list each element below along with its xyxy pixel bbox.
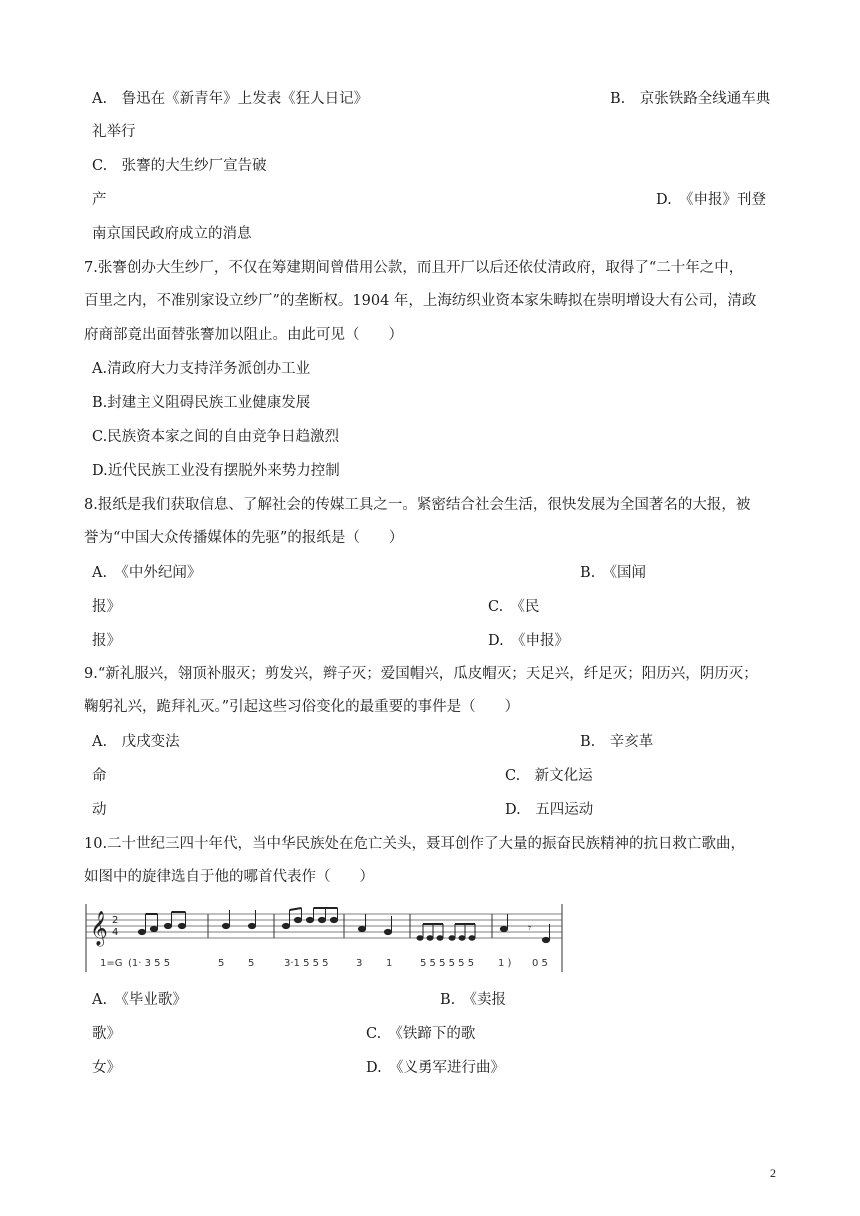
music-score-svg bbox=[84, 902, 564, 976]
time-signature-top: 2 bbox=[112, 915, 119, 926]
jianpu-4: 3·1 5 5 5 bbox=[284, 958, 329, 969]
q8-option-a: A. 《中外纪闻》 bbox=[92, 565, 202, 581]
jianpu-1: (1· 3 5 5 bbox=[128, 958, 171, 969]
q7-stem-line-1: 7.张謇创办大生纱厂，不仅在筹建期间曾借用公款，而且开厂以后还依仗清政府，取得了“二十年之中， bbox=[84, 260, 744, 276]
q9-stem-line-2: 鞠躬礼兴，跪拜礼灭。”引起这些习俗变化的最重要的事件是（ ） bbox=[84, 699, 520, 715]
q8-stem-line-1: 8.报纸是我们获取信息、了解社会的传媒工具之一。紧密结合社会生活，很快发展为全国著名的大报，被 bbox=[84, 497, 751, 513]
q7-stem-line-3: 府商部竟出面替张謇加以阻止。由此可见（ ） bbox=[84, 327, 403, 343]
q8-option-b-continued: 报》 bbox=[92, 599, 121, 615]
jianpu-3: 5 bbox=[248, 958, 255, 969]
q8-option-d: D. 《申报》 bbox=[488, 633, 569, 649]
q10-stem-line-1: 10.二十世纪三四十年代，当中华民族处在危亡关头，聂耳创作了大量的振奋民族精神的抗日救亡歌曲， bbox=[84, 836, 746, 852]
q6-option-d-continued: 南京国民政府成立的消息 bbox=[92, 226, 252, 242]
q7-stem-line-2: 百里之内，不准别家设立纱厂”的垄断权。1904 年，上海纺织业资本家朱畴拟在崇明增设大有公司，清政 bbox=[84, 293, 757, 309]
jianpu-6: 1 bbox=[386, 958, 393, 969]
music-score-figure bbox=[84, 902, 564, 976]
q9-option-b: B. 辛亥革 bbox=[580, 734, 654, 750]
q9-option-b-continued: 命 bbox=[92, 768, 107, 784]
q10-option-a: A. 《毕业歌》 bbox=[92, 992, 187, 1008]
q6-option-c: C. 张謇的大生纱厂宣告破 bbox=[92, 158, 267, 174]
q10-option-b: B. 《卖报 bbox=[440, 992, 507, 1008]
q7-option-c: C.民族资本家之间的自由竞争日趋激烈 bbox=[92, 429, 340, 445]
score-key: 1=G bbox=[100, 958, 123, 969]
jianpu-5: 3 bbox=[356, 958, 363, 969]
q8-option-c: C. 《民 bbox=[488, 599, 540, 615]
q8-option-b: B. 《国闻 bbox=[580, 565, 647, 581]
q10-option-c-continued: 女》 bbox=[92, 1060, 121, 1076]
q8-option-c-continued: 报》 bbox=[92, 633, 121, 649]
q6-option-d: D. 《申报》刊登 bbox=[656, 192, 766, 208]
time-signature-bottom: 4 bbox=[112, 927, 119, 938]
jianpu-7: 5 5 5 5 5 5 bbox=[420, 958, 475, 969]
q9-option-d: D. 五四运动 bbox=[505, 802, 594, 818]
q7-option-b: B.封建主义阻碍民族工业健康发展 bbox=[92, 395, 311, 411]
q9-option-a: A. 戊戌变法 bbox=[92, 734, 180, 750]
jianpu-9: 0 5 bbox=[532, 958, 548, 969]
q9-stem-line-1: 9.“新礼服兴，翎顶补服灭；剪发兴，辫子灭；爱国帽兴，瓜皮帽灭；天足兴，纤足灭；阳历兴，阴历灭； bbox=[84, 666, 758, 682]
svg-text:𝄾: 𝄾 bbox=[528, 921, 532, 935]
q7-option-d: D.近代民族工业没有摆脱外来势力控制 bbox=[92, 463, 340, 479]
q10-option-b-continued: 歌》 bbox=[92, 1026, 121, 1042]
q8-stem-line-2: 誉为“中国大众传播媒体的先驱”的报纸是（ ） bbox=[84, 530, 404, 546]
q7-option-a: A.清政府大力支持洋务派创办工业 bbox=[92, 361, 311, 377]
q9-option-c: C. 新文化运 bbox=[505, 768, 593, 784]
q6-option-c-continued: 产 bbox=[92, 192, 107, 208]
q6-option-b: B. 京张铁路全线通车典 bbox=[610, 91, 771, 107]
jianpu-8: 1 ) bbox=[498, 958, 512, 969]
q6-option-a: A. 鲁迅在《新青年》上发表《狂人日记》 bbox=[92, 91, 369, 107]
q6-option-b-continued: 礼举行 bbox=[92, 124, 136, 140]
q9-option-c-continued: 动 bbox=[92, 802, 107, 818]
page-number: 2 bbox=[770, 1166, 776, 1180]
q10-option-c: C. 《铁蹄下的歌 bbox=[366, 1026, 476, 1042]
jianpu-2: 5 bbox=[218, 958, 225, 969]
q10-option-d: D. 《义勇军进行曲》 bbox=[366, 1060, 505, 1076]
q10-stem-line-2: 如图中的旋律选自于他的哪首代表作（ ） bbox=[84, 869, 374, 885]
treble-clef-icon: 𝄞 bbox=[90, 911, 108, 946]
